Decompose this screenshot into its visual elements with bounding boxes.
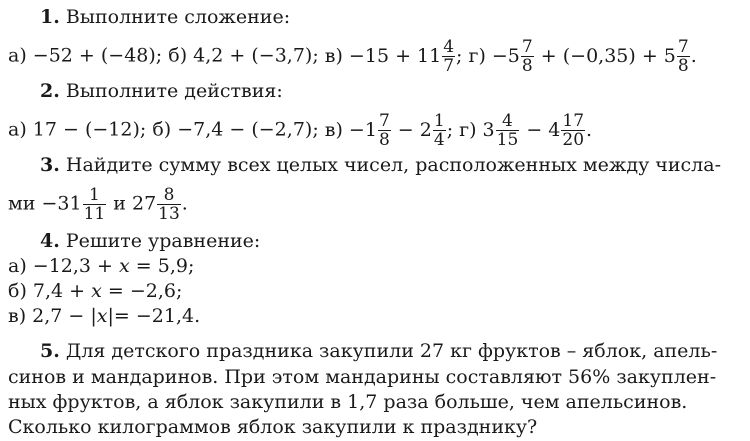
task1-item-v: в) −15 + 11 $\frac{4}{7}$ ; [324,37,463,76]
fraction: $\frac{17}{20}$ [562,111,585,150]
task2-item-v: в) −1 $\frac{7}{8}$ − 2 $\frac{1}{4}$ ; [324,111,454,150]
task5-line3: ных фруктов, а яблок закупили в 1,7 раза больше, чем апельсинов. [8,391,688,413]
fraction: $\frac{7}{8}$ [378,111,390,150]
fraction: $\frac{1}{4}$ [433,111,445,150]
fraction: $\frac{4}{15}$ [496,111,519,150]
fraction: $\frac{7}{8}$ [677,37,689,76]
task5-line1 [40,340,717,362]
task3-text-pre: ми −31 [8,192,82,215]
task2-item-a: а) 17 − (−12); [8,118,147,141]
task4-heading [40,230,260,252]
task2-title: Выполните действия: [65,80,283,102]
task5-line2: синов и мандаринов. При этом мандарины составляют 56% закуплен- [8,366,717,388]
task3-text-line1: Найдите сумму всех целых чисел, расположенных между числа- [65,154,721,176]
task4-item-b: б) 7,4 + x = −2,6; [8,280,183,302]
task1-item-a: а) −52 + (−48); [8,44,163,67]
task5-line4: Сколько килограммов яблок закупили к празднику? [8,416,538,438]
task3-number: 3. [40,154,60,176]
task3-text-mid: и 27 [107,192,157,215]
task2-items [8,112,592,149]
task2-heading [40,80,283,102]
task1-heading [40,6,290,28]
task3-line2: ми −31 $\frac{1}{11}$ и 27 $\frac{8}{13}$ . [8,185,188,224]
task1-item-g: г) −5 $\frac{7}{8}$ + (−0,35) + 5 $\frac{7}{8}$ . [468,37,697,76]
task1-items [8,38,697,75]
task1-item-b: б) 4,2 + (−3,7); [168,44,319,67]
task1-title: Выполните сложение: [65,6,291,28]
task5-number: 5. [40,340,60,362]
task4-number: 4. [40,230,60,252]
fraction: $\frac{8}{13}$ [158,185,180,224]
task4-item-v: в) 2,7 − |x|= −21,4. [8,305,201,327]
task2-item-b: б) −7,4 − (−2,7); [152,118,319,141]
fraction: $\frac{7}{8}$ [521,37,533,76]
task4-item-a: а) −12,3 + x = 5,9; [8,255,195,277]
task2-item-g: г) 3 $\frac{4}{15}$ − 4 $\frac{17}{20}$ . [459,111,593,150]
task2-number: 2. [40,80,60,102]
fraction: $\frac{4}{7}$ [443,37,455,76]
task3-line1 [40,154,721,176]
fraction: $\frac{1}{11}$ [83,185,106,224]
task4-title: Решите уравнение: [65,230,261,252]
task1-number: 1. [40,6,60,28]
task5-text-line1: Для детского праздника закупили 27 кг фруктов – яблок, апель- [65,340,718,362]
